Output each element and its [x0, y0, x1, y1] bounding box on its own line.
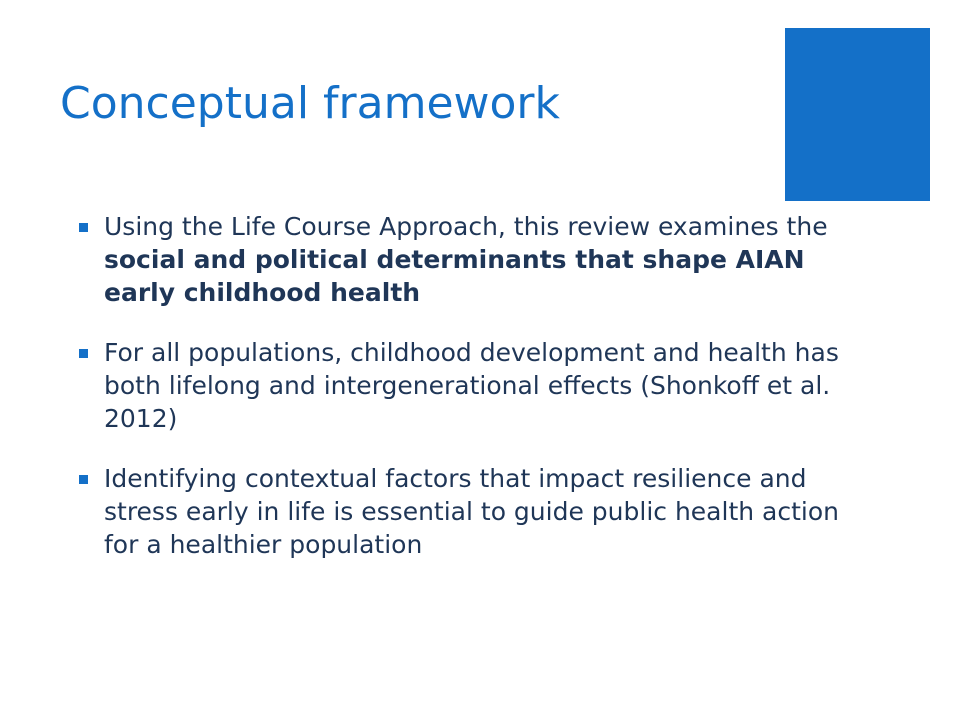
accent-square	[785, 28, 930, 201]
bullet-item	[74, 462, 864, 561]
bullet-text	[104, 338, 839, 433]
square-bullet-icon	[79, 223, 88, 232]
bullet-text-regular: Identifying contextual factors that impact resilience and stress early in life is essential to guide public health action for a healthier population	[104, 464, 839, 559]
bullet-item	[74, 336, 864, 435]
bullet-text	[104, 464, 839, 559]
bullet-text-bold: social and political determinants that shape AIAN early childhood health	[104, 245, 805, 307]
bullet-text-regular: For all populations, childhood development and health has both lifelong and intergenerational effects (Shonkoff et al. 2012)	[104, 338, 839, 433]
bullet-text-regular: Using the Life Course Approach, this review examines the	[104, 212, 828, 241]
slide-title: Conceptual framework	[60, 78, 560, 129]
bullet-item	[74, 210, 864, 309]
bullet-text	[104, 212, 828, 307]
bullet-list	[74, 210, 864, 561]
square-bullet-icon	[79, 475, 88, 484]
square-bullet-icon	[79, 349, 88, 358]
